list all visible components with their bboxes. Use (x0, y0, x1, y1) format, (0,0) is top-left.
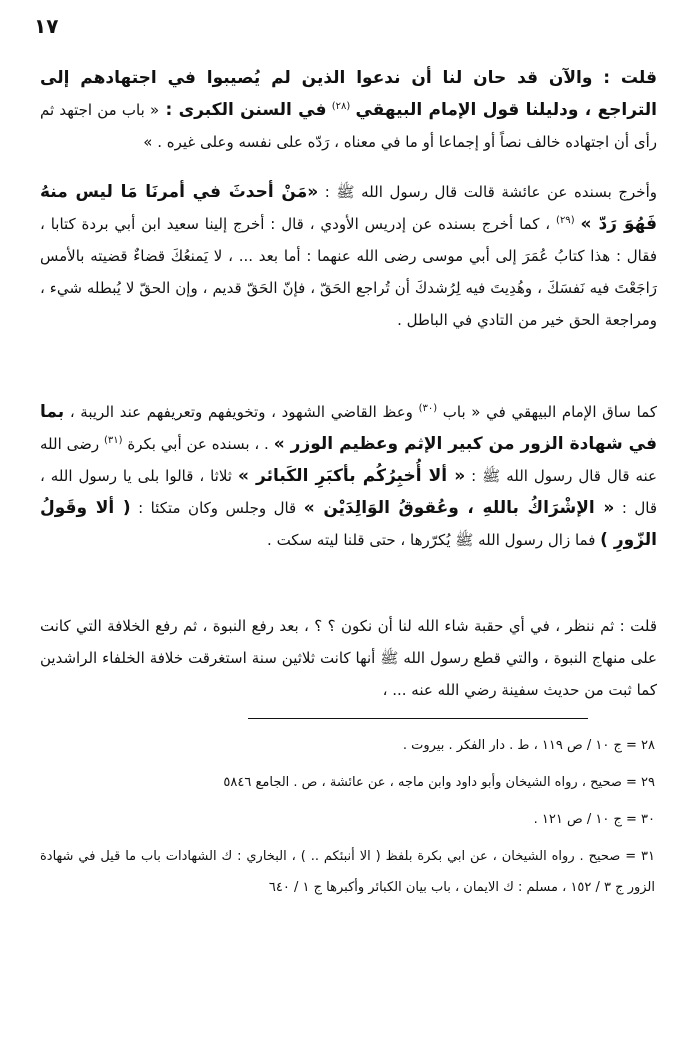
hadith-quote: «مَنْ أحدثَ في أمرنَا مَا ليس منهُ فَهُوَ رَدّ » (40, 182, 657, 234)
hadith-quote-2: « الإشْرَاكُ باللهِ ، وعُقوقُ الوَالِدَيْن » (303, 498, 615, 518)
paragraph-3-context: قال وجلس وكان متكئا : (130, 499, 297, 517)
paragraph-4 (40, 610, 657, 706)
footnote-29: ٢٩ = صحيح ، رواه الشيخان وأبو داود وابن ماجه ، عن عائشة ، ص . الجامع ٥٨٤٦ (223, 775, 655, 790)
footnote-30: ٣٠ = ج ١٠ / ص ١٢١ . (533, 812, 655, 827)
page-number: ١٧ (34, 14, 59, 38)
paragraph-2-body: ، كما أخرج بسنده عن إدريس الأودي ، قال : أخرج إلينا سعيد ابن أبي بردة كتابا ، فقال : هذا كتابُ عُمَرَ إلى أبي موسى رضى الله عنهما : أما بعد ... ، لا يَمنعُكَ قضاءٌ قضيته بالأمس رَاجَعْتَ فيه نَفسَكَ ، وهُدِيتَ فيه لِرُشدكَ أن تُراجع الحَقّ ، فإنّ الحَقّ قديم ، وإن الحقّ لا يُبطله شيء ، ومراجعة الحق خير من التادي في الباطل . (40, 215, 657, 329)
footnote-ref-31[interactable]: (٣١) (103, 435, 123, 446)
hadith-quote-1: « ألا أُخبِرُكُم بأكبَرِ الكَبائر » (237, 466, 466, 486)
paragraph-3-isnad: . ، بسنده عن أبي بكرة (127, 435, 269, 453)
paragraph-3-ending: فما زال رسول الله ﷺ يُكرّرها ، حتى قلنا ليته سكت . (267, 531, 596, 549)
footnote-ref-30[interactable]: (٣٠) (418, 403, 438, 414)
footnote-28: ٢٨ = ج ١٠ / ص ١١٩ ، ط . دار الفكر . بيروت . (402, 738, 655, 753)
paragraph-1-lead: قلت : والآن قد حان لنا أن ندعوا الذين لم يُصيبوا في اجتهادهم إلى التراجع ، ودليلنا قول الإمام البيهقي (40, 68, 657, 120)
paragraph-1-quote: « باب من اجتهد ثم رأى أن اجتهاده خالف نصاً أو إجماعا أو ما في معناه ، رَدّه على نفسه وعلى غيره . » (40, 101, 657, 151)
paragraph-3-narration: رضى الله عنه قال قال رسول الله ﷺ : (40, 435, 657, 485)
paragraph-3-intro: كما ساق الإمام البيهقي في « باب (442, 403, 657, 421)
paragraph-3 (40, 396, 657, 556)
paragraph-1-source: في السنن الكبرى : (159, 100, 327, 120)
paragraph-3-chapter: وعظ القاضي الشهود ، وتخويفهم وتعريفهم عند الريبة ، (64, 403, 413, 421)
footnote-ref-29[interactable]: (٢٩) (556, 215, 575, 226)
footnote-ref-28[interactable]: (٢٨) (331, 101, 351, 112)
paragraph-3-chapter-title: بما في شهادة الزور من كبير الإثم وعظيم الوزر » (40, 402, 658, 454)
paragraph-2-intro: وأخرج بسنده عن عائشة قالت قال رسول الله ﷺ : (318, 183, 657, 201)
footnote-separator (248, 718, 588, 719)
paragraph-4-text: قلت : ثم ننظر ، في أي حقبة شاء الله لنا أن نكون ؟ ؟ ، بعد رفع النبوة ، ثم رفع الخلافة التي كانت على منهاج النبوة ، والتي قطع رسول الله ﷺ أنها كانت ثلاثين سنة استغرقت خلافة الخلفاء الراشدين كما ثبت من حديث سفينة رضي الله عنه ... ، (40, 617, 657, 699)
footnotes (40, 730, 655, 903)
paragraph-3-reply: ثلاثا ، قالوا بلى يا رسول الله ، قال : (40, 467, 657, 517)
paragraph-1 (40, 62, 657, 158)
paragraph-2 (40, 176, 657, 336)
hadith-quote-3: ( ألا وقَولُ الزّورِ ) (40, 498, 657, 550)
footnote-31: ٣١ = صحيح . رواه الشيخان ، عن ابي بكرة بلفظ ( الا أنبئكم .. ) ، البخاري : ك الشهادات باب ما قيل في شهادة الزور ج ٣ / ١٥٢ ، مسلم : ك الايمان ، باب بيان الكبائر وأكبرها ج ١ / ٦٤٠ (40, 849, 655, 895)
